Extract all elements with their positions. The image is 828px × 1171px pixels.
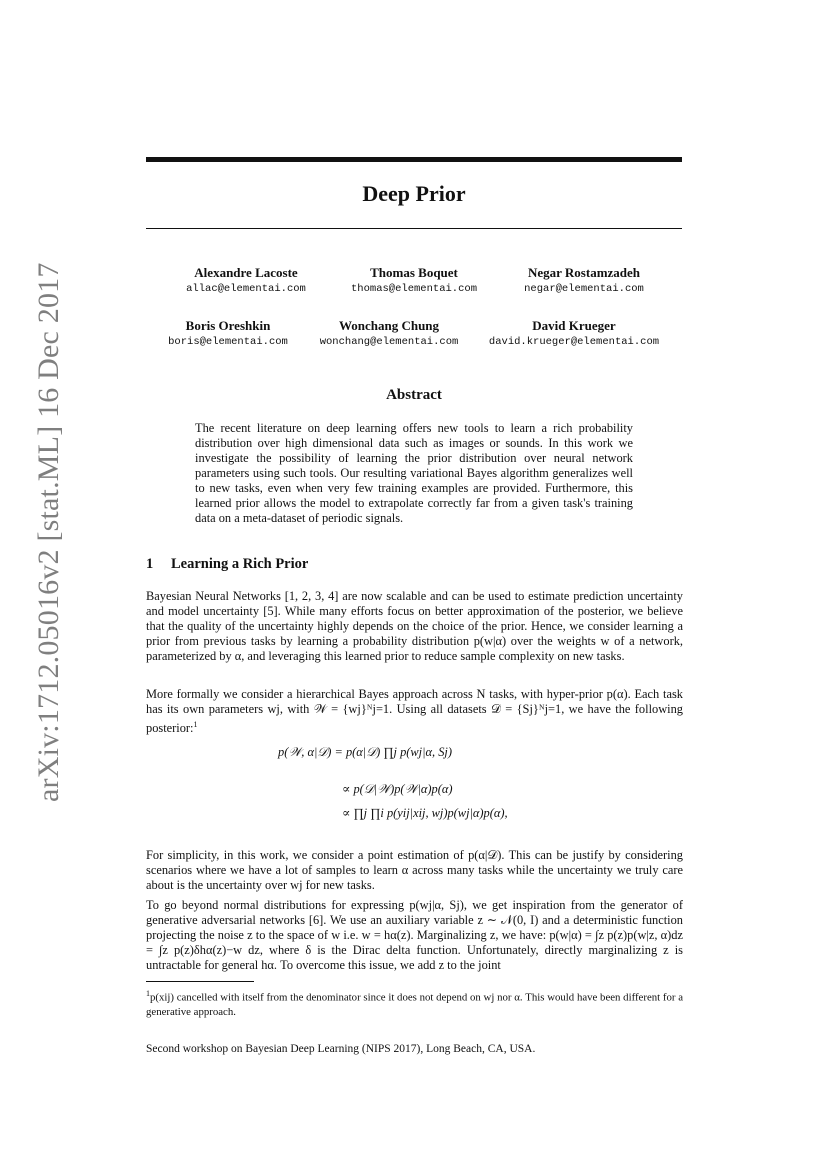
abstract-text: The recent literature on deep learning offers new tools to learn a rich probability distribution over high dimensional data such as images or sounds. In this work we investigate the possibility of learning the prior distribution over neural network parameters using such tools. Our resulting variational Bayes algorithm generalizes well to new tasks, even when very few training examples are provided. Furthermore, this learned prior allows the model to extrapolate correctly far from a given task's training data on a meta-dataset of periodic signals. — [195, 421, 633, 525]
author-name: David Krueger — [532, 318, 616, 333]
author-email: thomas@elementai.com — [350, 283, 478, 295]
arxiv-identifier: arXiv:1712.05016v2 [stat.ML] 16 Dec 2017 — [32, 262, 65, 802]
author-email: david.krueger@elementai.com — [488, 336, 660, 348]
author-name: Boris Oreshkin — [185, 318, 271, 333]
paragraph-4: To go beyond normal distributions for expressing p(wj|α, Sj), we get inspiration from the generator of generative adversarial networks [6]. We use an auxiliary variable z ∼ 𝒩(0, I) and a deterministic function projecting the noise z to the space of w i.e. w = hα(z). Marginalizing z, we have: p(w|α) = ∫z p(z)p(w|z, α)dz = ∫z p(z)δhα(z)−w dz, where δ is the Dirac delta function. Unfortunately, directly marginalizing z is untractable for general hα. To overcome this issue, we add z to the joint — [146, 898, 683, 972]
author-email: negar@elementai.com — [524, 283, 644, 295]
venue-footer: Second workshop on Bayesian Deep Learning (NIPS 2017), Long Beach, CA, USA. — [146, 1043, 536, 1055]
footnote-rule — [146, 981, 254, 982]
paper-title: Deep Prior — [362, 181, 466, 206]
equation-line-1: p(𝒲, α|𝒟) = p(α|𝒟) ∏j p(wj|α, Sj) — [278, 745, 452, 759]
equation-line-2: ∝ p(𝒟|𝒲)p(𝒲|α)p(α) — [342, 782, 453, 796]
paragraph-2 — [146, 687, 683, 736]
section-heading — [146, 556, 308, 573]
author-block — [474, 318, 674, 350]
posterior-equation — [146, 745, 683, 840]
author-name: Negar Rostamzadeh — [527, 265, 641, 280]
paragraph-2-text: More formally we consider a hierarchical Bayes approach across N tasks, with hyper-prior p(α). Each task has its own parameters wj, with 𝒲 = {wj}ᴺj=1. Using all datasets 𝒟 = {Sj}ᴺj=1, we have the following posterior: — [146, 687, 683, 736]
section-number: 1 — [146, 556, 154, 572]
author-block — [289, 318, 489, 350]
author-email: allac@elementai.com — [186, 283, 306, 295]
footnote — [146, 987, 683, 1019]
author-email: boris@elementai.com — [168, 336, 288, 348]
author-name: Thomas Boquet — [370, 265, 458, 280]
paragraph-1: Bayesian Neural Networks [1, 2, 3, 4] are now scalable and can be used to estimate prediction uncertainty and model uncertainty [5]. While many efforts focus on better approximation of the posterior, we believe that the quality of the uncertainty highly depends on the choice of the prior. Hence, we consider learning a prior from previous tasks by learning a probability distribution p(w|α) over the weights w of a network, parameterized by α, and leveraging this learned prior to reduce sample complexity on new tasks. — [146, 589, 683, 663]
footnote-text: p(xij) cancelled with itself from the denominator since it does not depend on wj nor α. This would have been different for a generative approach. — [146, 991, 683, 1018]
author-block — [484, 265, 684, 297]
footnote-number: 1 — [146, 989, 150, 998]
author-email: wonchang@elementai.com — [319, 336, 459, 348]
author-name: Wonchang Chung — [338, 318, 440, 333]
title-top-rule — [146, 157, 682, 162]
paragraph-3: For simplicity, in this work, we consider a point estimation of p(α|𝒟). This can be justify by considering scenarios where we have a lot of samples to learn α across many tasks while the uncertainty we truly care about is the uncertainty over wj for new tasks. — [146, 848, 683, 892]
title-bottom-rule — [146, 228, 682, 229]
abstract-heading: Abstract — [386, 387, 442, 403]
equation-line-3: ∝ ∏j ∏i p(yij|xij, wj)p(wj|α)p(α), — [342, 806, 508, 820]
footnote-mark: 1 — [193, 720, 198, 729]
section-title: Learning a Rich Prior — [171, 556, 309, 572]
author-name: Alexandre Lacoste — [194, 265, 298, 280]
